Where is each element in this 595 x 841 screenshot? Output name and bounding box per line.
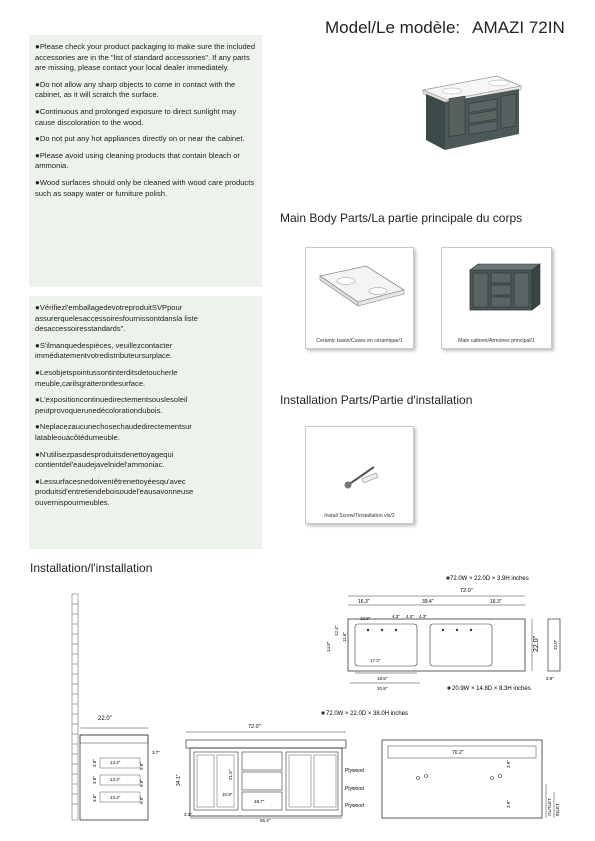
notice-item: ●S'ilmanquedespièces, veuillezcontacter immédiatementvotredistributeursurplace. xyxy=(35,340,173,361)
part-card-main-cabinet xyxy=(441,247,552,349)
spec-top-label: 72.0W × 22.0D × 3.9H inches xyxy=(450,576,529,582)
dim-label: 3.8" xyxy=(92,794,97,802)
dim-label: 13.4" xyxy=(110,795,121,800)
side-view-diagram xyxy=(66,590,170,822)
dim-label: 13.4" xyxy=(110,760,121,765)
dim-label: 72.0" xyxy=(248,724,261,730)
dim-label: 9.9" xyxy=(139,762,144,770)
dim-label: 4.3" xyxy=(419,614,427,619)
dim-label: 3.9" xyxy=(506,800,511,808)
dim-label: 3.9" xyxy=(546,676,554,681)
dim-label: 18.5" xyxy=(377,676,388,681)
model-label: Model/Le modèle: xyxy=(325,18,461,37)
dim-label: 22.0" xyxy=(533,635,540,652)
part-caption: Ceramic basin/Cuves en céramique/1 xyxy=(316,338,403,344)
dim-label: 3.8" xyxy=(92,759,97,767)
dim-label: 18.7" xyxy=(254,799,265,804)
part-caption: Install Screw/Tinstallation vis/2 xyxy=(324,513,395,519)
screw-icon xyxy=(306,427,413,507)
notice-item: ●Vérifiezl'emballagedevotreproduitSVPpour assurerquelesaccessoiresfournissontdansla liste desaccessoiresstandards". xyxy=(35,303,198,334)
notice-item: ●Lessurfacesnedoiventêtrenettoyéesqu'avec produitsd'entretiendeboisoudel'eausavonneuse ouvernispourmeubles. xyxy=(35,476,194,507)
dim-label: 21.5" xyxy=(228,769,233,780)
installation-title: Installation/l'installation xyxy=(30,561,153,575)
dim-label: 70.2" xyxy=(452,750,464,756)
notice-item: ●Please avoid using cleaning products that contain bleach or ammonia. xyxy=(35,150,240,171)
model-code: AMAZI 72IN xyxy=(472,18,565,37)
inlet-label: INLET xyxy=(555,803,560,816)
dim-label: 3.8" xyxy=(92,776,97,784)
dim-label: 14.8" xyxy=(326,641,331,652)
dim-label: 16.3" xyxy=(358,599,370,605)
dim-label: 22.0" xyxy=(553,639,558,650)
material-label: Plywood xyxy=(345,803,364,809)
notice-item: ●Please check your product packaging to make sure the included accessories are in the "list of standard accessories". If any parts are missing, please contact your local dealer immediately. xyxy=(35,42,256,73)
spec-basin-label: 20.9W × 14.8D × 8.3H inches xyxy=(452,686,531,692)
model-title xyxy=(325,18,565,38)
dim-label: 39.4" xyxy=(422,599,434,605)
main-parts-title: Main Body Parts/La partie principale du corps xyxy=(280,211,523,225)
dim-label: 13.4" xyxy=(110,777,121,782)
part-card-install-screw xyxy=(305,426,414,524)
dim-label: 65.4" xyxy=(260,818,271,823)
dim-label: 12.8" xyxy=(360,616,371,621)
material-label: Plywood xyxy=(345,768,364,774)
notice-item: ●Do not put any hot appliances directly on or near the cabinet. xyxy=(35,134,245,144)
install-parts-title: Installation Parts/Partie d'installation xyxy=(280,393,473,407)
dim-label: 3.1" xyxy=(184,812,192,817)
notice-item: ●N'utilisezpasdesproduitsdenettoyagequi contientdel'eaudejavelnidel'ammoniac. xyxy=(35,449,174,470)
top-view-diagram xyxy=(320,572,570,694)
main-cabinet-drawing xyxy=(442,248,551,328)
part-card-ceramic-basin xyxy=(305,247,414,349)
dim-label: 9.9" xyxy=(139,796,144,804)
dim-label: 4.0" xyxy=(406,614,414,619)
dim-label: 20.9" xyxy=(377,686,388,691)
material-label: Plywood xyxy=(345,786,364,792)
vanity-product-image xyxy=(415,68,527,158)
dim-label: 9.9" xyxy=(139,779,144,787)
dim-label: 34.1" xyxy=(176,774,182,786)
outlet-label: OUTLET xyxy=(547,798,552,816)
dim-label: 10.9" xyxy=(222,792,233,797)
front-view-diagram xyxy=(170,706,409,823)
dim-label: 12.4" xyxy=(334,625,339,636)
notice-item: ●Continuous and prolonged exposure to direct sunlight may cause discoloration to the wood. xyxy=(35,106,237,127)
dim-label: 4.3" xyxy=(392,614,400,619)
notice-item: ●L'expositioncontinuedirectementsouslesoleil peutprovoquerunedécolorationdubois. xyxy=(35,395,188,415)
notice-item: ●Neplacezaucunechosechaudedirectementsur latableouàcôtédumeuble. xyxy=(35,422,192,442)
notice-item: ●Lesobjetspointussontinterditsdetoucherle meuble,carilsgratterontlesurface. xyxy=(35,367,178,388)
dim-label: 22.0" xyxy=(98,716,112,722)
part-caption: Main cabinet/Armoires principal/1 xyxy=(458,338,535,344)
dim-label: 72.0" xyxy=(460,588,473,594)
dim-label: 3.9" xyxy=(506,760,511,768)
dim-label: 11.6" xyxy=(342,631,347,642)
dim-label: 3.7" xyxy=(152,750,160,755)
notice-panel-en xyxy=(29,35,262,287)
spec-front-label: 72.0W × 22.0D × 38.0H inches xyxy=(326,711,409,717)
dim-label: 17.2" xyxy=(370,658,381,663)
dim-label: 16.3" xyxy=(490,599,502,605)
ceramic-basin-drawing xyxy=(306,248,413,328)
notice-item: ●Do not allow any sharp objects to come in contact with the cabinet, as it will scratch the surface. xyxy=(35,79,236,100)
notice-item: ●Wood surfaces should only be cleaned with wood care products such as soapy water or furniture polish. xyxy=(35,177,255,198)
back-view-diagram xyxy=(380,722,562,822)
notice-panel-fr xyxy=(29,296,262,549)
